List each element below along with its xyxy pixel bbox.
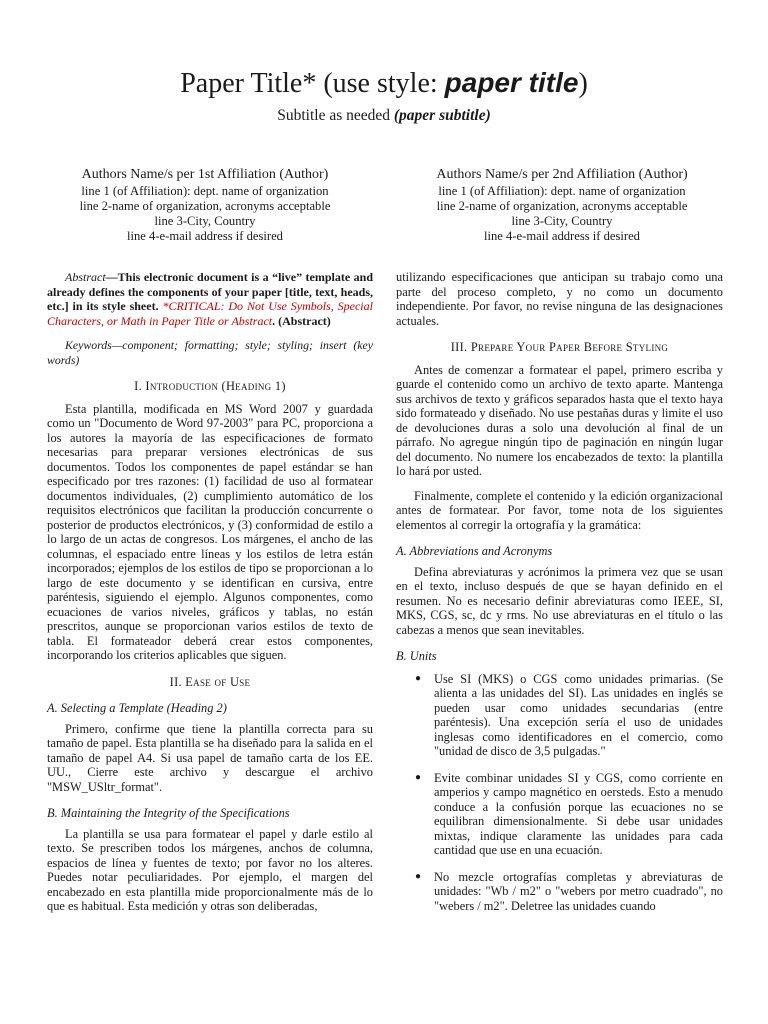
author-block-2 — [407, 166, 717, 244]
body-paragraph-continued: utilizando especificaciones que anticipan su trabajo como una parte del proceso completo, y no como un documento independiente. Por favor, no revise ninguna de las designaciones actuales. — [396, 270, 723, 328]
body-paragraph: Finalmente, complete el contenido y la edición organizacional antes de formatear. Por favor, tome nota de los siguientes elementos al corregir la ortografía y la gramática: — [396, 488, 723, 532]
left-column — [47, 270, 373, 914]
paper-title — [0, 66, 768, 101]
abstract-critical-note: *CRITICAL: Do Not Use Symbols, Special Characters, or Math in Paper Title or Abstract — [47, 299, 373, 328]
body-paragraph: Defina abreviaturas y acrónimos la primera vez que se usan en el texto, incluso después de que se hayan definido en el resumen. No es necesario definir abreviaturas como IEEE, SI, MKS, CGS, sc, dc y rms. No use abreviaturas en el título o las cabezas a menos que sean inevitables. — [396, 564, 723, 637]
list-item — [396, 672, 723, 759]
author-block-1 — [50, 166, 360, 244]
title-style-name: paper title — [444, 67, 579, 98]
affiliation-line: line 2-name of organization, acronyms acceptable — [79, 199, 331, 213]
affiliation-line: line 3-City, Country — [511, 214, 613, 228]
section-heading-introduction: I. Introduction (Heading 1) — [134, 379, 286, 393]
section-heading-ease-of-use: II. Ease of Use — [169, 674, 251, 689]
section-heading-prepare-paper: III. Prepare Your Paper Before Styling — [450, 340, 669, 354]
affiliation-line: line 2-name of organization, acronyms acceptable — [436, 199, 688, 213]
affiliation-line: line 1 (of Affiliation): dept. name of organization — [81, 184, 329, 198]
abstract-label: Abstract — [65, 270, 106, 284]
affiliation-line: line 4-e-mail address if desired — [127, 229, 283, 243]
subtitle-main-text: Subtitle as needed — [277, 107, 394, 124]
body-paragraph: Primero, confirme que tiene la plantilla correcta para su tamaño de papel. Esta plantilla se ha diseñado para la salida en el tamaño de papel A4. Si usa papel de tamaño carta de los EE. UU., Cierre este archivo y descargue el archivo "MSW_USltr_format". — [47, 721, 373, 794]
author-name: Authors Name/s per 2nd Affiliation (Author) — [436, 167, 688, 182]
affiliation-line: line 3-City, Country — [154, 214, 256, 228]
paper-subtitle — [0, 106, 768, 126]
body-paragraph: Antes de comenzar a formatear el papel, primero escriba y guarde el contenido como un archivo de texto aparte. Mantenga sus archivos de texto y gráficos separados hasta que el texto haya sido formateado y diseñado. No use pestañas duras y limite el uso de devoluciones duras a solo una devolución al final de un párrafo. No agregue ningún tipo de paginación en ningún lugar del documento. No numere los encabezados de texto: la plantilla lo hará por usted. — [396, 362, 723, 478]
abstract-end: . (Abstract) — [272, 313, 331, 328]
list-item — [396, 771, 723, 858]
abstract — [47, 270, 373, 328]
list-item-text: No mezcle ortografías completas y abreviaturas de unidades: "Wb / m2" o "webers por metro cuadrado", no "webers / m2". Deletree las unidades cuando — [434, 869, 723, 913]
subsection-heading-abbreviations: A. Abbreviations and Acronyms — [396, 544, 553, 558]
body-paragraph: Esta plantilla, modificada en MS Word 2007 y guardada como un "Documento de Word 97-2003" para PC, proporciona a los autores la mayoría de las especificaciones de formato necesarias para preparar versiones electrónicas de sus documentos. Todos los componentes de papel estándar se han especificado por tres razones: (1) facilidad de uso al formatear documentos individuales, (2) cumplimiento automático de los requisitos electrónicos que facilitan la producción concurrente o posterior de productos electrónicos, y (3) conformidad de estilo a lo largo de un actas de congresos. Los márgenes, el ancho de las columnas, el espaciado entre líneas y los estilos de letra están incorporados; ejemplos de los estilos de tipo se proporcionan a lo largo de este documento y se identifican en cursiva, entre paréntesis, siguiendo el ejemplo. Algunos componentes, como ecuaciones de varios niveles, gráficos y tablas, no están prescritos, aunque se proporcionan varios estilos de texto de tabla. El formateador deberá crear estos componentes, incorporando los criterios aplicables que siguen. — [47, 401, 373, 662]
subsection-heading-selecting-template: A. Selecting a Template (Heading 2) — [47, 701, 227, 715]
subsection-heading-units: B. Units — [396, 649, 437, 663]
abstract-body: —This electronic document is a “live” template and already defines the components of your paper [title, text, heads, etc.] in its style sheet. — [47, 270, 373, 313]
body-paragraph: La plantilla se usa para formatear el papel y darle estilo al texto. Se prescriben todos los márgenes, anchos de columna, espacios de línea y fuentes de texto; por favor no los alteres. Puedes notar peculiaridades. Por ejemplo, el margen del encabezado en esta plantilla mide proporcionalmente más de lo que es habitual. Esta medición y otras son deliberadas, — [47, 826, 373, 913]
subtitle-style-name: (paper subtitle) — [393, 107, 491, 124]
bullet-icon: ● — [415, 771, 422, 783]
units-bullet-list — [396, 672, 723, 914]
bullet-icon: ● — [415, 870, 422, 882]
keywords: Keywords—component; formatting; style; styling; insert (key words) — [47, 338, 373, 367]
author-name: Authors Name/s per 1st Affiliation (Author) — [81, 167, 329, 182]
bullet-icon: ● — [415, 672, 422, 684]
right-column — [396, 270, 723, 925]
list-item — [396, 870, 723, 914]
affiliation-line: line 1 (of Affiliation): dept. name of organization — [438, 184, 686, 198]
title-close-paren: ) — [578, 68, 588, 99]
list-item-text: Evite combinar unidades SI y CGS, como corriente en amperios y campo magnético en oersteds. Esto a menudo conduce a la confusión porque las ecuaciones no se equilibran dimensionalmente. Si debe usar unidades mixtas, indique claramente las unidades para cada cantidad que use en una ecuación. — [434, 770, 723, 857]
affiliation-line: line 4-e-mail address if desired — [484, 229, 640, 243]
subsection-heading-integrity: B. Maintaining the Integrity of the Specifications — [47, 806, 290, 820]
list-item-text: Use SI (MKS) o CGS como unidades primarias. (Se alienta a las unidades del SI). Las unidades en inglés se pueden usar como unidades secundarias (entre paréntesis). Una excepción sería el uso de unidades inglesas como identificadores en el comercio, como "unidad de disco de 3,5 pulgadas." — [434, 671, 723, 758]
title-main-text: Paper Title* (use style: — [180, 68, 445, 99]
